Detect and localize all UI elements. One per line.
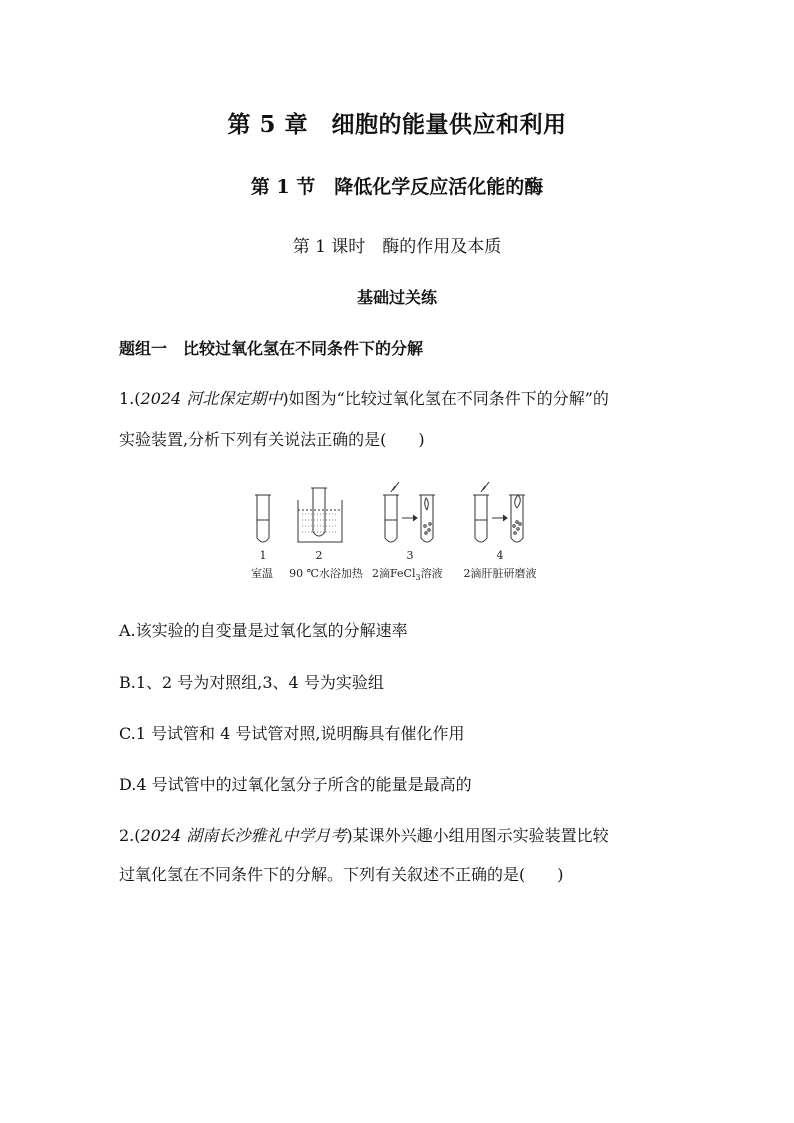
question-2-line-1 — [119, 823, 609, 846]
question-1-option-b: B.1、2 号为对照组,3、4 号为实验组 — [119, 673, 384, 692]
experiment-figure — [240, 480, 560, 585]
question-2-prefix: 2.( — [119, 826, 141, 845]
question-1-line-1 — [119, 386, 609, 409]
question-2-source: 2024 湖南长沙雅礼中学月考 — [140, 826, 347, 845]
arrow-4 — [492, 515, 507, 521]
caption-fecl3-text: 2滴FeCl — [372, 567, 416, 580]
practice-heading: 基础过关练 — [356, 288, 437, 307]
test-tube-4-after — [509, 495, 525, 542]
chapter-title: 第 5 章 细胞的能量供应和利用 — [227, 111, 567, 138]
figure-number-1: 1 — [259, 549, 267, 562]
question-1-option-a: A.该实验的自变量是过氧化氢的分解速率 — [119, 621, 408, 640]
section-title: 第 1 节 降低化学反应活化能的酶 — [250, 176, 544, 198]
test-tube-1 — [255, 495, 271, 542]
test-tube-3-after — [419, 495, 435, 542]
caption-fecl3-subscript: 3 — [415, 573, 421, 582]
question-1-option-c: C.1 号试管和 4 号试管对照,说明酶具有催化作用 — [119, 724, 465, 743]
question-1-prefix: 1.( — [119, 389, 141, 408]
question-1-stem: )如图为“比较过氧化氢在不同条件下的分解”的 — [282, 389, 609, 408]
test-tube-3-before — [383, 482, 399, 542]
caption-room-temp: 室温 — [251, 567, 273, 580]
test-tube-4-before — [473, 482, 489, 542]
test-tube-2 — [311, 488, 327, 536]
question-1-option-d: D.4 号试管中的过氧化氢分子所含的能量是最高的 — [119, 775, 472, 794]
figure-number-4: 4 — [496, 549, 504, 562]
question-1-source: 2024 河北保定期中 — [140, 389, 283, 408]
caption-liver: 2滴肝脏研磨液 — [463, 567, 537, 580]
lesson-title: 第 1 课时 酶的作用及本质 — [292, 237, 502, 257]
caption-water-bath: 90 ℃水浴加热 — [289, 567, 363, 580]
question-2-stem: )某课外兴趣小组用图示实验装置比较 — [346, 826, 609, 845]
figure-number-2: 2 — [315, 549, 323, 562]
group-heading: 题组一 比较过氧化氢在不同条件下的分解 — [119, 339, 424, 358]
caption-fecl3-solution: 溶液 — [420, 567, 443, 580]
figure-number-3: 3 — [406, 549, 414, 562]
arrow-3 — [402, 515, 417, 521]
question-1-line-2: 实验装置,分析下列有关说法正确的是( ) — [119, 430, 425, 449]
question-2-line-2: 过氧化氢在不同条件下的分解。下列有关叙述不正确的是( ) — [119, 865, 564, 884]
caption-fecl3 — [372, 566, 443, 582]
